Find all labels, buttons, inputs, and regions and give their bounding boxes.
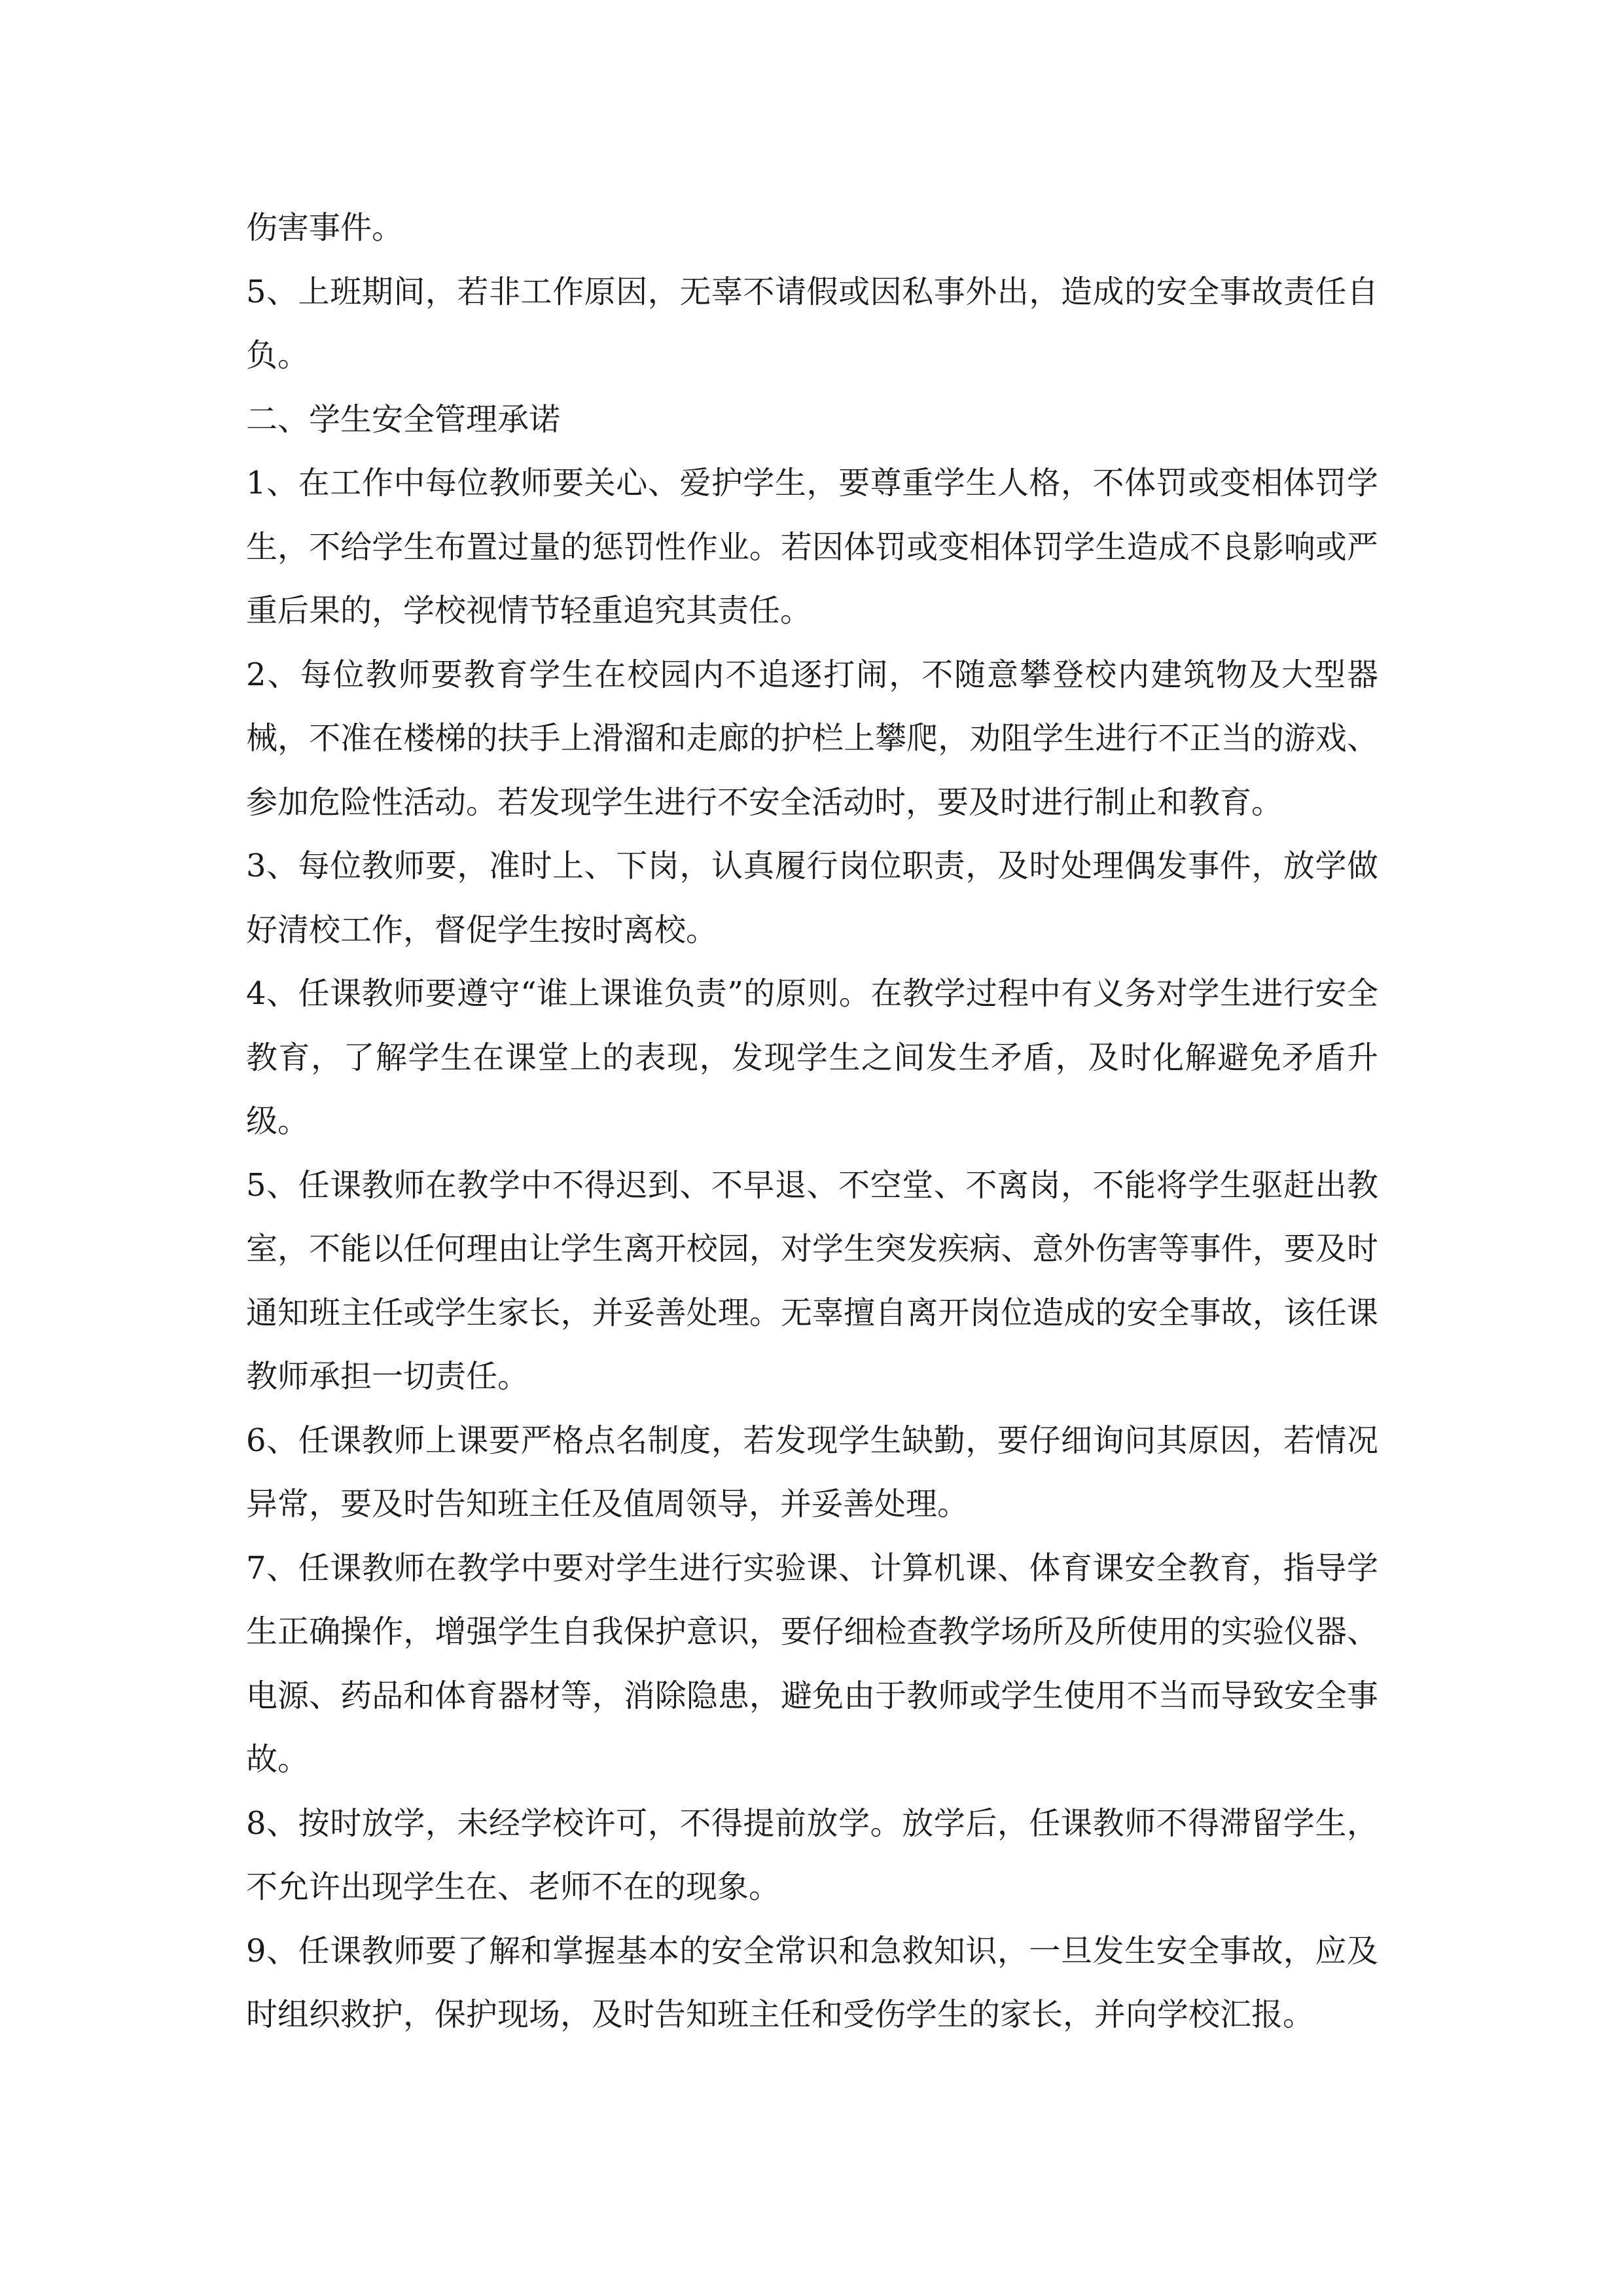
paragraph-item-7: 7、任课教师在教学中要对学生进行实验课、计算机课、体育课安全教育，指导学生正确操作，增强学生自我保护意识，要仔细检查教学场所及所使用的实验仪器、电源、药品和体育器材等，消除隐患，避免由于教师或学生使用不当而导致安全事故。 bbox=[246, 1549, 1378, 1778]
paragraph-item-4: 4、任课教师要遵守“谁上课谁负责”的原则。在教学过程中有义务对学生进行安全教育，了解学生在课堂上的表现，发现学生之间发生矛盾，及时化解避免矛盾升级。 bbox=[246, 975, 1378, 1139]
paragraph-item-5-teacher: 5、上班期间，若非工作原因，无辜不请假或因私事外出，造成的安全事故责任自负。 bbox=[246, 273, 1378, 374]
paragraph-item-6: 6、任课教师上课要严格点名制度，若发现学生缺勤，要仔细询问其原因，若情况异常，要及时告知班主任及值周领导，并妥善处理。 bbox=[246, 1422, 1378, 1522]
paragraph-item-8: 8、按时放学，未经学校许可，不得提前放学。放学后，任课教师不得滞留学生，不允许出现学生在、老师不在的现象。 bbox=[246, 1804, 1378, 1905]
paragraph-item-1: 1、在工作中每位教师要关心、爱护学生，要尊重学生人格，不体罚或变相体罚学生，不给学生布置过量的惩罚性作业。若因体罚或变相体罚学生造成不良影响或严重后果的，学校视情节轻重追究其责任。 bbox=[246, 465, 1378, 629]
paragraph-item-2: 2、每位教师要教育学生在校园内不追逐打闹，不随意攀登校内建筑物及大型器械，不准在楼梯的扶手上滑溜和走廊的护栏上攀爬，劝阻学生进行不正当的游戏、参加危险性活动。若发现学生进行不安全活动时，要及时进行制止和教育。 bbox=[246, 656, 1378, 821]
paragraph-item-5: 5、任课教师在教学中不得迟到、不早退、不空堂、不离岗，不能将学生驱赶出教室，不能以任何理由让学生离开校园，对学生突发疾病、意外伤害等事件，要及时通知班主任或学生家长，并妥善处理。无辜擅自离开岗位造成的安全事故，该任课教师承担一切责任。 bbox=[246, 1166, 1378, 1395]
paragraph-continuation: 伤害事件。 bbox=[246, 209, 404, 246]
document-body bbox=[246, 196, 1378, 2047]
paragraph-item-9: 9、任课教师要了解和掌握基本的安全常识和急救知识，一旦发生安全事故，应及时组织救护，保护现场，及时告知班主任和受伤学生的家长，并向学校汇报。 bbox=[246, 1932, 1378, 2033]
paragraph-item-3: 3、每位教师要，准时上、下岗，认真履行岗位职责，及时处理偶发事件，放学做好清校工作，督促学生按时离校。 bbox=[246, 848, 1378, 948]
section-heading-student-safety: 二、学生安全管理承诺 bbox=[246, 401, 561, 438]
